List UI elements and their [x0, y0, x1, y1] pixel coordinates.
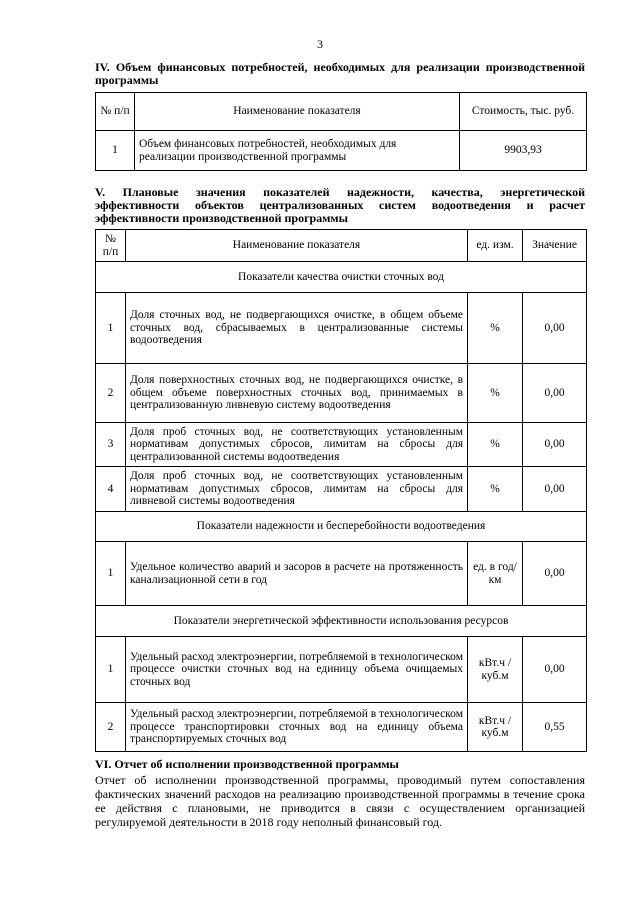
- table-row: [96, 637, 587, 703]
- col-header-unit: ед. изм.: [468, 230, 523, 262]
- row-num: 1: [96, 131, 135, 171]
- col-header-num: № п/п: [96, 93, 135, 131]
- row-num: 2: [96, 703, 126, 752]
- row-name: Удельный расход электроэнергии, потребляемой в технологическом процессе очистки сточных вод на единицу объема очищаемых сточных вод: [126, 637, 468, 703]
- table-row: [96, 542, 587, 606]
- group-header-quality: Показатели качества очистки сточных вод: [96, 262, 587, 293]
- col-header-cost: Стоимость, тыс. руб.: [460, 93, 587, 131]
- row-unit: кВт.ч / куб.м: [468, 637, 523, 703]
- section-4-title: IV. Объем финансовых потребностей, необходимых для реализации производственной программы: [95, 60, 585, 87]
- table-row: [96, 423, 587, 467]
- row-value: 0,00: [523, 637, 587, 703]
- col-header-name: Наименование показателя: [126, 230, 468, 262]
- row-unit: %: [468, 364, 523, 423]
- row-unit: %: [468, 467, 523, 512]
- row-value: 0,00: [523, 423, 587, 467]
- row-value: 0,55: [523, 703, 587, 752]
- row-name: Доля проб сточных вод, не соответствующих установленным нормативам допустимых сбросов, лимитам на сбросы для централизованной системы водоотведения: [126, 423, 468, 467]
- row-num: 3: [96, 423, 126, 467]
- row-unit: ед. в год/ км: [468, 542, 523, 606]
- section-5-table: [95, 229, 587, 752]
- row-name: Доля сточных вод, не подвергающихся очистке, в общем объеме сточных вод, сбрасываемых в централизованные системы водоотведения: [126, 293, 468, 364]
- section-4-table: [95, 92, 587, 171]
- section-5-title: V. Плановые значения показателей надежности, качества, энергетической эффективности объектов централизованных систем водоотведения и расчет эффективности производственной программы: [95, 185, 585, 225]
- row-unit: кВт.ч / куб.м: [468, 703, 523, 752]
- table-row: [96, 364, 587, 423]
- table-row: [96, 467, 587, 512]
- row-name: Доля проб сточных вод, не соответствующих установленным нормативам допустимых сбросов, лимитам на сбросы для ливневой системы водоотведения: [126, 467, 468, 512]
- row-unit: %: [468, 293, 523, 364]
- section-6-text: Отчет об исполнении производственной программы, проводимый путем сопоставления фактических значений расходов на реализацию производственной программы в течение срока ее действия с плановыми, не приводится в связи с осуществлением организацией регулируемой деятельности в 2018 году неполный финансовый год.: [95, 773, 585, 829]
- table-row: [96, 293, 587, 364]
- row-name: Объем финансовых потребностей, необходимых для реализации производственной программы: [135, 131, 460, 171]
- row-name: Доля поверхностных сточных вод, не подвергающихся очистке, в общем объеме поверхностных сточных вод, принимаемых в централизованную ливневую систему водоотведения: [126, 364, 468, 423]
- row-unit: %: [468, 423, 523, 467]
- col-header-num: № п/п: [96, 230, 126, 262]
- section-6-title: VI. Отчет об исполнении производственной программы: [95, 757, 399, 771]
- col-header-value: Значение: [523, 230, 587, 262]
- row-num: 2: [96, 364, 126, 423]
- row-value: 0,00: [523, 364, 587, 423]
- table-row: [96, 131, 587, 171]
- row-name: Удельный расход электроэнергии, потребляемой в технологическом процессе транспортировки сточных вод на единицу объема транспортируемых сточных вод: [126, 703, 468, 752]
- table-row: [96, 703, 587, 752]
- row-value: 0,00: [523, 467, 587, 512]
- row-value: 0,00: [523, 293, 587, 364]
- col-header-name: Наименование показателя: [135, 93, 460, 131]
- row-num: 4: [96, 467, 126, 512]
- group-header-reliability: Показатели надежности и бесперебойности водоотведения: [96, 512, 587, 542]
- row-num: 1: [96, 637, 126, 703]
- row-value: 9903,93: [460, 131, 587, 171]
- row-value: 0,00: [523, 542, 587, 606]
- group-header-energy: Показатели энергетической эффективности использования ресурсов: [96, 606, 587, 637]
- row-name: Удельное количество аварий и засоров в расчете на протяженность канализационной сети в год: [126, 542, 468, 606]
- page-number: 3: [317, 37, 323, 51]
- row-num: 1: [96, 542, 126, 606]
- row-num: 1: [96, 293, 126, 364]
